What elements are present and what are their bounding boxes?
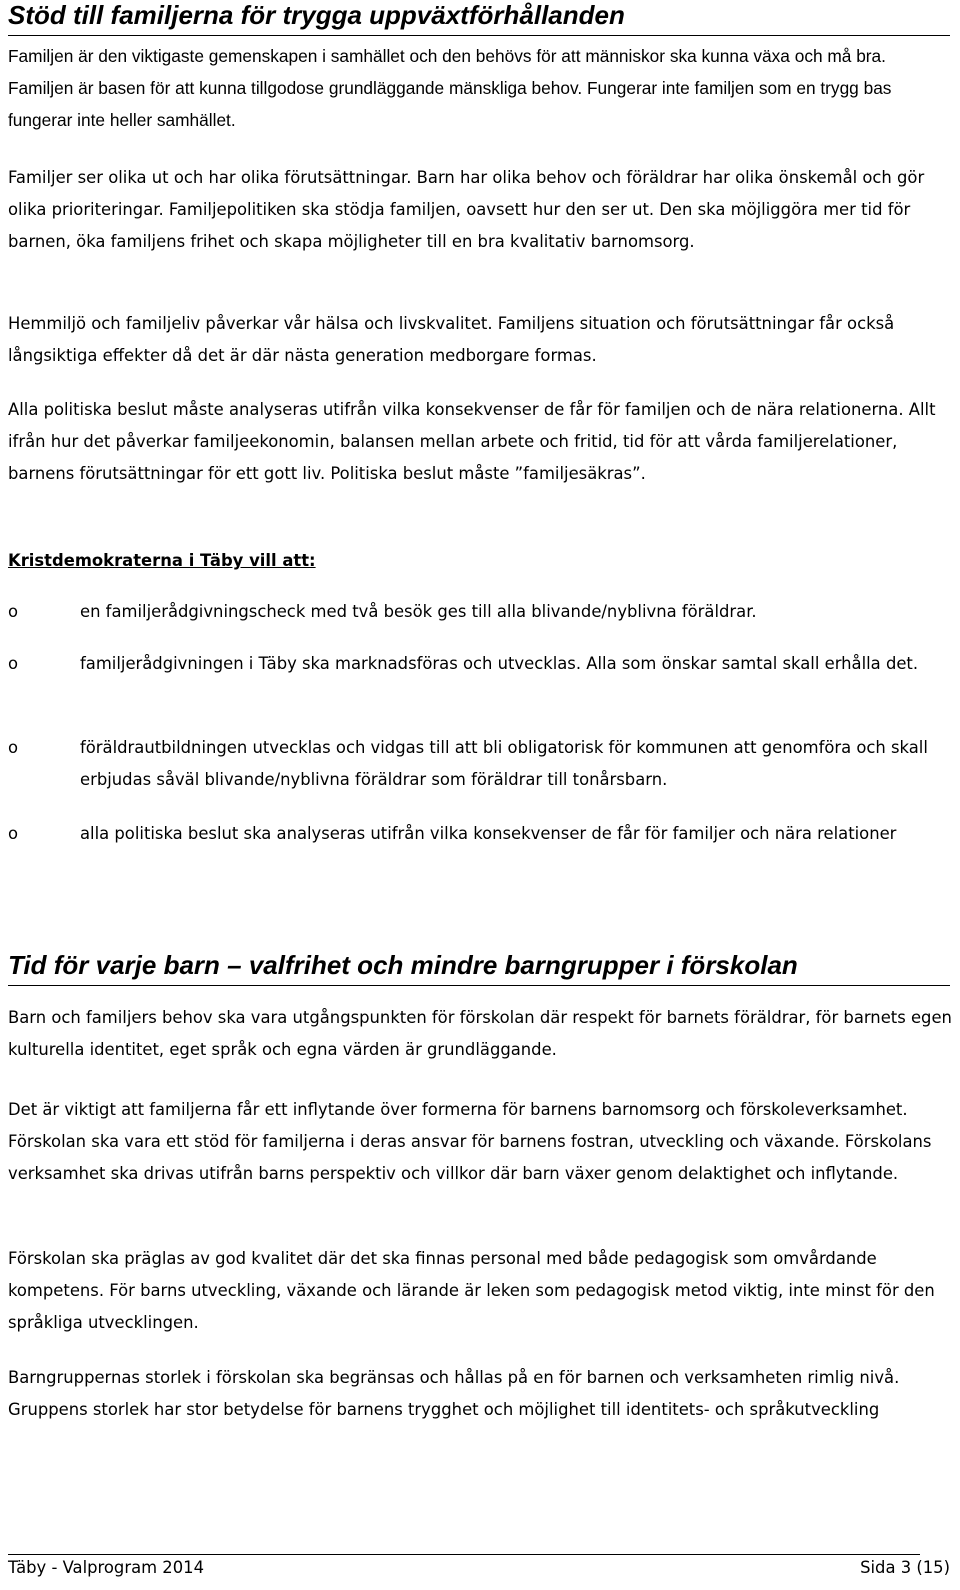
list-item [8,648,954,680]
bullet-marker: o [8,602,19,621]
intro-paragraph [8,40,954,136]
paragraph: Barn och familjers behov ska vara utgångspunkten för förskolan där respekt för barnets föräldrar, för barnets egen kulturella identitet, eget språk och egna värden är grundläggande. [8,1008,952,1059]
paragraph-block [8,162,954,258]
paragraph: Familjen är den viktigaste gemenskapen i samhället och den behövs för att människor ska kunna växa och må bra. Familjen är basen för att kunna tillgodose grundläggande mänskliga behov. Fungerar inte familjen som en trygg bas fungerar inte heller samhället. [8,46,892,130]
list-item [8,596,954,628]
paragraph-block [8,1094,954,1190]
footer-divider [8,1554,920,1555]
list-item-text: föräldrautbildningen utvecklas och vidgas till att bli obligatorisk för kommunen att genomföra och skall erbjudas såväl blivande/nyblivna föräldrar som föräldrar till tonårsbarn. [80,738,928,789]
paragraph-block [8,394,954,490]
section-heading-family-support: Stöd till familjerna för trygga uppväxtförhållanden [8,0,950,36]
list-lead [8,545,954,577]
list-item [8,818,954,850]
paragraph-block [8,1362,954,1426]
section-heading-preschool: Tid för varje barn – valfrihet och mindre barngrupper i förskolan [8,950,950,986]
paragraph: Förskolan ska präglas av god kvalitet där det ska finnas personal med både pedagogisk som omvårdande kompetens. För barns utveckling, växande och lärande är leken som pedagogisk metod viktig, inte minst för den språkliga utvecklingen. [8,1249,935,1332]
paragraph: Alla politiska beslut måste analyseras utifrån vilka konsekvenser de får för familjen och de nära relationerna. Allt ifrån hur det påverkar familjeekonomin, balansen mellan arbete och fritid, tid för att vårda familjerelationer, barnens förutsättningar för ett gott liv. Politiska beslut måste ”familjesäkras”. [8,400,936,483]
paragraph-block [8,308,954,372]
list-item [8,732,954,796]
bullet-marker: o [8,654,19,673]
footer-document-title: Täby - Valprogram 2014 [8,1558,205,1577]
list-lead-text: Kristdemokraterna i Täby vill att: [8,551,316,570]
list-item-text: en familjerådgivningscheck med två besök ges till alla blivande/nyblivna föräldrar. [80,602,757,621]
list-item-text: familjerådgivningen i Täby ska marknadsföras och utvecklas. Alla som önskar samtal skall erhålla det. [80,654,919,673]
bullet-marker: o [8,738,19,757]
footer-page-number: Sida 3 (15) [860,1558,950,1577]
list-item-text: alla politiska beslut ska analyseras utifrån vilka konsekvenser de får för familjer och nära relationer [80,824,897,843]
paragraph: Barngruppernas storlek i förskolan ska begränsas och hållas på en för barnen och verksamheten rimlig nivå. Gruppens storlek har stor betydelse för barnens trygghet och möjlighet till identitets- och språkutveckling [8,1368,900,1419]
paragraph: Det är viktigt att familjerna får ett inflytande över formerna för barnens barnomsorg och förskoleverksamhet. Förskolan ska vara ett stöd för familjerna i deras ansvar för barnens fostran, utveckling och växande. Förskolans verksamhet ska drivas utifrån barns perspektiv och villkor där barn växer genom delaktighet och inflytande. [8,1100,932,1183]
paragraph-block [8,1002,954,1066]
paragraph-block [8,1243,954,1339]
paragraph: Familjer ser olika ut och har olika förutsättningar. Barn har olika behov och föräldrar har olika önskemål och gör olika prioriteringar. Familjepolitiken ska stödja familjen, oavsett hur den ser ut. Den ska möjliggöra mer tid för barnen, öka familjens frihet och skapa möjligheter till en bra kvalitativ barnomsorg. [8,168,925,251]
bullet-marker: o [8,824,19,843]
paragraph: Hemmiljö och familjeliv påverkar vår hälsa och livskvalitet. Familjens situation och förutsättningar får också långsiktiga effekter då det är där nästa generation medborgare formas. [8,314,895,365]
